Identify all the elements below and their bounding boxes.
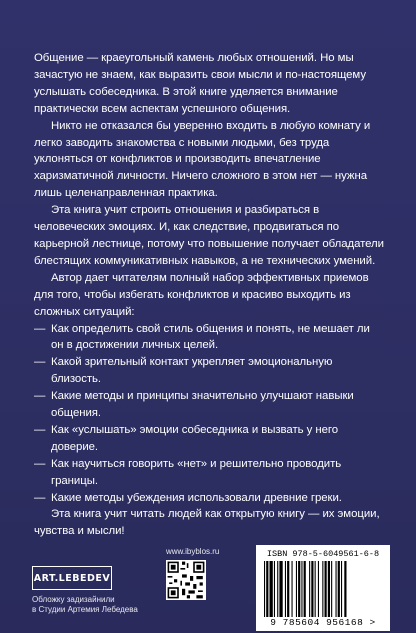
credits-line: в Студии Артемия Лебедева [32,605,138,614]
qr-code-icon [166,560,206,600]
barcode-stripe [292,561,293,617]
list-item [34,354,384,388]
barcode-stripe [298,561,300,617]
design-credits [32,595,138,615]
bullet-text: Какие методы и принципы значительно улучшают навыки общения. [51,390,354,420]
barcode-stripe [277,561,278,617]
bullet-dash: — [34,423,46,436]
closing-paragraph: Эта книга учит читать людей как открытую книгу — их эмоции, чувства и мысли! [34,508,380,538]
bullet-dash: — [34,322,46,335]
barcode-stripe [309,561,310,617]
barcode-stripe [328,561,330,617]
barcode-stripe [341,561,342,617]
list-item [34,321,384,355]
paragraph-3: Эта книга учит строить отношения и разбираться в человеческих эмоциях. И, как следствие, продвигаться по карьерной лестнице, потому что повышение получает обладатели блестящих коммуникативных навыков, а не технических умений. [34,204,384,267]
website-url: www.ibyblos.ru [166,547,220,556]
bullet-text: Как определить свой стиль общения и понять, не мешает ли он в достижении личных целей. [51,322,370,352]
list-item [34,490,384,507]
paragraph-2: Никто не отказался бы уверенно входить в любую комнату и легко заводить знакомства с новыми людьми, без труда уклоняться от конфликтов и производить впечатление харизматичной личности. Ничего сложного в этом нет — нужна лишь целенаправленная практика. [34,119,371,200]
barcode-stripe [331,561,332,617]
barcode-icon [262,561,384,617]
barcode-stripe [336,561,337,617]
bullet-dash: — [34,457,46,470]
barcode-stripe [287,561,289,617]
barcode-stripe [344,561,346,617]
bullet-text: Какие методы убеждения использовали древние греки. [51,491,342,504]
credits-line: Обложку задизайнили [32,595,115,604]
bullet-text: Как научиться говорить «нет» и решительно проводить границы. [51,457,342,487]
barcode-stripe [266,561,268,617]
paragraph-4: Автор дает читателям полный набор эффективных приемов для того, чтобы избегать конфликтов и красиво выходить из сложных ситуаций: [34,271,369,318]
barcode-stripe [274,561,275,617]
bullet-dash: — [34,356,46,369]
back-cover-text [34,50,384,540]
barcode-stripe [315,561,316,617]
barcode-stripe [318,561,319,617]
barcode-stripe [325,561,327,617]
bullet-dash: — [34,491,46,504]
isbn: ISBN 978-5-6049561-6-8 [266,549,380,559]
bullet-dash: — [34,390,46,403]
list-item [34,456,384,490]
bullet-text: Как «услышать» эмоции собеседника и вызвать у него доверие. [51,423,339,453]
list-item [34,388,384,422]
barcode-stripe [311,561,313,617]
barcode [256,545,390,631]
barcode-stripe [279,561,282,617]
bullet-text: Какой зрительный контакт укрепляет эмоциональную близость. [51,356,333,386]
publisher-logo: ART.LEBEDEV [32,566,112,590]
barcode-stripe [285,561,286,617]
barcode-stripe [338,561,340,617]
paragraph-1: Общение — краеугольный камень любых отношений. Но мы зачастую не знаем, как выразить свои мысли и по-настоящему услышать собеседника. В этой книге уделяется внимание практически всем аспектам успешного общения. [34,52,366,115]
barcode-stripe [264,561,265,617]
barcode-digits: 9 785604 956168 > [270,617,376,628]
barcode-stripe [304,561,306,617]
barcode-stripe [270,561,273,617]
barcode-stripe [296,561,297,617]
list-item [34,422,384,456]
barcode-stripe [301,561,302,617]
barcode-stripe [322,561,323,617]
